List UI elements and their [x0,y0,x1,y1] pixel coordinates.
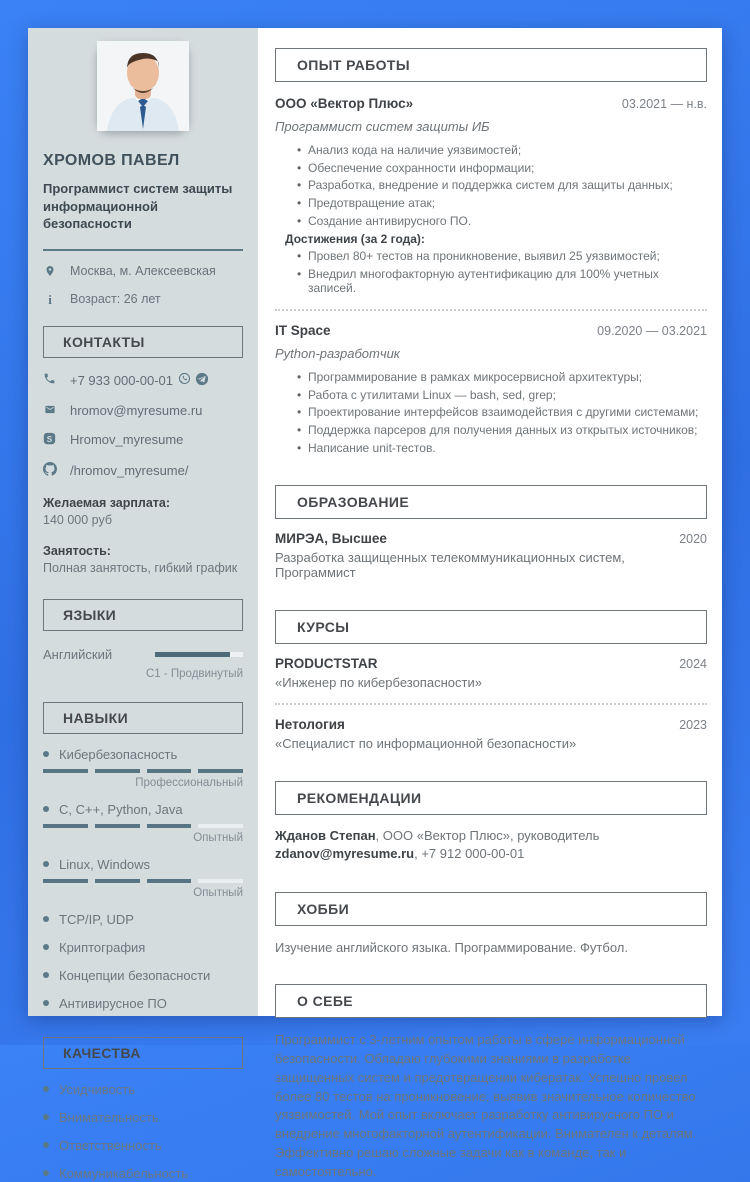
hobbies-header: ХОББИ [275,892,707,926]
about-text: Программист с 3-летним опытом работы в сфере информационной безопасности. Обладаю глубокими знаниями в разработке защищенных систем и предотвращении кибератак. Успешно провел более 80 тестов на проникновение, выявив значительное количество уязвимостей. Мой опыт включает разработку антивирусного ПО и внедрение многофакторной аутентификации. Внимателен к деталям. Эффективно решаю сложные задачи как в команде, так и самостоятельно. [275,1032,697,1179]
bullet-dot-icon [43,806,49,812]
bullet-dot-icon [43,751,49,757]
quality-item [43,1082,243,1097]
skill-level-bar [43,824,243,828]
recommendations-header: РЕКОМЕНДАЦИИ [275,781,707,815]
quality-text: Коммуникабельность [59,1165,189,1181]
job-duty: • Предотвращение атак; [297,196,707,211]
job-period: 09.2020 — 03.2021 [597,324,707,338]
achievements-label: Достижения (за 2 года): [285,232,425,247]
achievements-list [297,249,707,296]
job-role: Python-разработчик [275,346,400,361]
job-duty: • Поддержка парсеров для получения данных из открытых источников; [297,423,707,438]
skill-item [43,747,243,789]
location-text: Москва, м. Алексеевская [70,263,216,278]
bullet-dot-icon [43,916,49,922]
language-level-label: C1 - Продвинутый [145,667,243,680]
course-school: PRODUCTSTAR [275,656,378,672]
telegram-icon[interactable] [195,372,209,389]
quality-item [43,1166,243,1181]
bullet-dot-icon [43,972,49,978]
employment-label: Занятость: [43,543,111,558]
skills-header: НАВЫКИ [43,702,243,734]
course-year: 2023 [679,718,707,733]
course-school: Нетология [275,717,345,733]
github-handle[interactable]: /hromov_myresume/ [70,462,189,478]
salary-value: 140 000 руб [43,512,113,527]
main-column [258,28,722,1179]
skill-plain-text: TCP/IP, UDP [59,911,134,927]
skill-plain-text: Антивирусное ПО [59,995,167,1011]
job-duty: • Работа с утилитами Linux — bash, sed, grep; [297,388,707,403]
course-entry [275,656,707,690]
about-header: О СЕБЕ [275,984,707,1018]
recommendation-entry [275,827,707,862]
whatsapp-icon[interactable] [178,372,191,388]
skill-item [43,802,243,844]
skill-plain-item [43,968,243,983]
course-desc: «Инженер по кибербезопасности» [275,675,482,691]
location-row [43,264,243,281]
bullet-dot-icon [43,861,49,867]
skill-item [43,857,243,899]
job-duties-list [297,143,707,228]
bullet-dot-icon [43,1086,49,1092]
course-year: 2024 [679,657,707,672]
bullet-dot-icon [43,1114,49,1120]
courses-header: КУРСЫ [275,610,707,644]
job-duty: • Написание unit-тестов. [297,441,707,456]
svg-text:S: S [46,434,53,444]
skill-plain-text: Концепции безопасности [59,967,211,983]
skype-row[interactable] [43,432,243,448]
bullet-dot-icon [43,1170,49,1176]
job-entry [275,323,707,455]
github-icon [43,462,58,479]
language-row [43,647,243,662]
quality-text: Ответственность [59,1137,162,1153]
job-role: Программист систем защиты ИБ [275,119,490,134]
skype-icon [43,432,58,448]
language-level-bar [155,652,243,657]
employment-block [43,544,243,575]
salary-block [43,496,243,527]
age-row [43,292,243,308]
bullet-dot-icon [43,1142,49,1148]
contacts-header: КОНТАКТЫ [43,326,243,358]
education-header: ОБРАЗОВАНИЕ [275,485,707,519]
education-desc: Разработка защищенных телекоммуникационных систем, Программист [275,550,625,581]
location-pin-icon [43,264,57,281]
job-duties-list [297,370,707,455]
qualities-header: КАЧЕСТВА [43,1037,243,1069]
employment-value: Полная занятость, гибкий график [43,560,238,575]
recommender-email[interactable]: zdanov@myresume.ru [275,845,415,861]
messenger-icons [178,372,209,389]
candidate-name: ХРОМОВ ПАВЕЛ [43,152,180,169]
github-row[interactable] [43,462,243,479]
quality-text: Внимательность [59,1109,159,1125]
quality-item [43,1110,243,1125]
recommender-phone: , +7 912 000-00-01 [414,845,525,861]
job-company: IT Space [275,323,331,338]
sidebar-divider [43,249,243,251]
language-name: Английский [43,646,113,662]
skill-level-label: Профессиональный [135,776,243,789]
job-entry [275,96,707,296]
candidate-job-title: Программист систем защиты информационной безопасности [43,181,233,232]
email-row[interactable] [43,403,243,418]
job-duty: • Обеспечение сохранности информации; [297,161,707,176]
skill-level-label: Опытный [193,886,243,899]
section-dotted-divider [275,703,707,705]
resume-page [28,28,722,1181]
phone-number[interactable]: +7 933 000-00-01 [70,372,174,388]
info-icon: i [48,291,52,307]
phone-icon [43,372,58,388]
job-duty: • Проектирование интерфейсов взаимодействия с другими системами; [297,405,707,420]
experience-header: ОПЫТ РАБОТЫ [275,48,707,82]
skill-name: Кибербезопасность [59,746,178,762]
skill-level-bar [43,769,243,773]
job-period: 03.2021 — н.в. [621,97,707,111]
skill-plain-item [43,996,243,1011]
bullet-dot-icon [43,944,49,950]
section-dotted-divider [275,309,707,311]
recommender-name: Жданов Степан [275,828,376,844]
avatar [97,41,189,131]
skill-plain-item [43,940,243,955]
skype-login[interactable]: Hromov_myresume [70,432,184,448]
bullet-dot-icon [43,1000,49,1006]
languages-header: ЯЗЫКИ [43,599,243,631]
skill-plain-text: Криптография [59,939,146,955]
course-entry [275,717,707,751]
job-duty: • Программирование в рамках микросервисной архитектуры; [297,370,707,385]
skill-plain-item [43,912,243,927]
job-duty: • Анализ кода на наличие уязвимостей; [297,143,707,158]
skill-level-bar [43,879,243,883]
recommender-info: , ООО «Вектор Плюс», руководитель [375,828,600,844]
job-duty: • Создание антивирусного ПО. [297,214,707,229]
skill-name: C, C++, Python, Java [59,801,183,817]
quality-item [43,1138,243,1153]
job-company: ООО «Вектор Плюс» [275,96,414,111]
email-address[interactable]: hromov@myresume.ru [70,402,203,418]
course-desc: «Специалист по информационной безопасности» [275,736,577,752]
education-entry [275,531,707,580]
achievement: • Провел 80+ тестов на проникновение, выявил 25 уязвимостей; [297,249,707,264]
hobbies-text: Изучение английского языка. Программирование. Футбол. [275,940,628,956]
sidebar [28,28,258,1181]
achievement: • Внедрил многофакторную аутентификацию для 100% учетных записей. [297,267,707,296]
education-school: МИРЭА, Высшее [275,531,387,547]
skill-name: Linux, Windows [59,856,151,872]
phone-row[interactable] [43,372,243,389]
age-text: Возраст: 26 лет [70,291,161,306]
job-duty: • Разработка, внедрение и поддержка систем для защиты данных; [297,178,707,193]
education-year: 2020 [679,532,707,547]
salary-label: Желаемая зарплата: [43,495,171,510]
email-icon [43,403,58,418]
skill-level-label: Опытный [193,831,243,844]
quality-text: Усидчивость [59,1081,135,1097]
